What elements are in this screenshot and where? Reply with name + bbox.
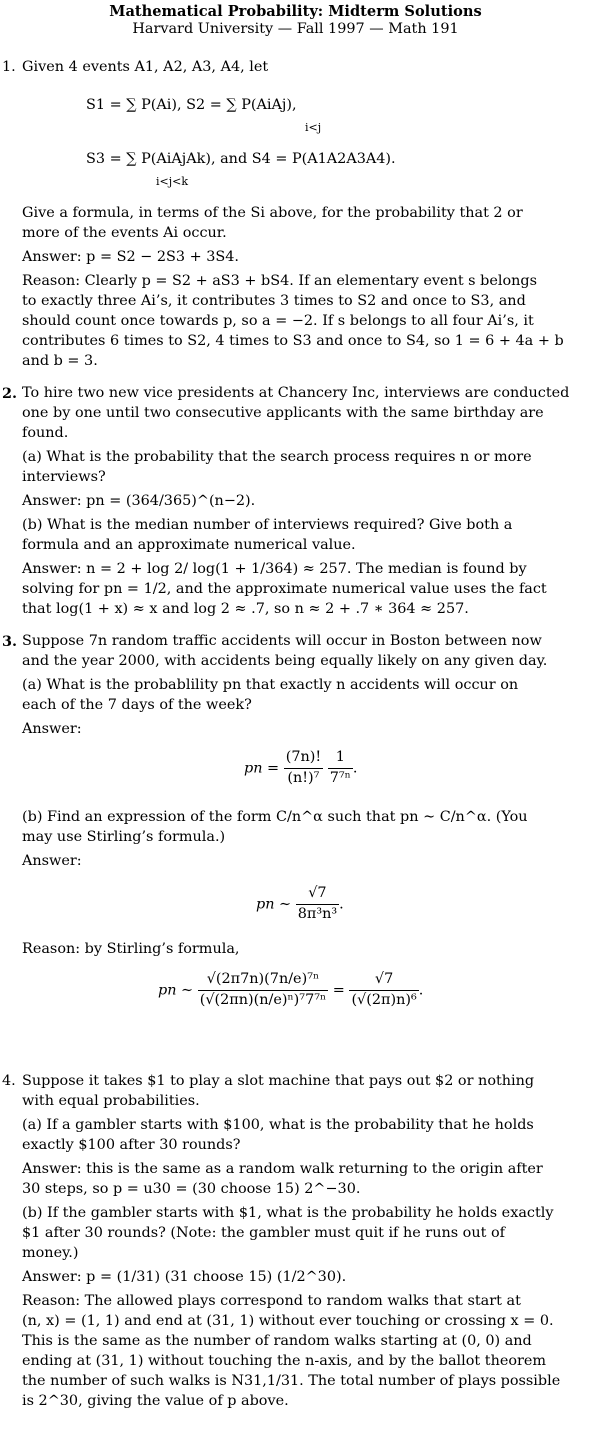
- problem-text-line: money.): [22, 1245, 79, 1261]
- answer-line: Answer: p = S2 − 2S3 + 3S4.: [22, 249, 239, 265]
- problem-text-line: exactly $100 after 30 rounds?: [22, 1137, 241, 1153]
- problem-text-line: interviews?: [22, 469, 106, 485]
- problem-text-line: one by one until two consecutive applicants with the same birthday are: [22, 405, 544, 421]
- answer-line: solving for pn = 1/2, and the approximate numerical value uses the fact: [22, 581, 547, 597]
- display-equation: S3 = ∑ P(AiAjAk), and S4 = P(A1A2A3A4).: [86, 151, 396, 167]
- answer-line: Answer: p = (1/31) (31 choose 15) (1/2^30).: [22, 1269, 347, 1285]
- problem-text-line: may use Stirling’s formula.): [22, 829, 226, 845]
- problem-text-line: (b) Find an expression of the form C/n^α such that pn ∼ C/n^α. (You: [22, 809, 528, 825]
- problem-text-line: Suppose 7n random traffic accidents will occur in Boston between now: [22, 633, 542, 649]
- reason-line: is 2^30, giving the value of p above.: [22, 1393, 289, 1409]
- display-equation: pn ∼ $\frac{\text{√(2π7n)(7n/e)⁷ⁿ}}{\text{(√(2πn)(n/e)ⁿ)⁷7⁷ⁿ}}$ = $\frac{√7}{\text{(√(2π)n)⁶}}$ .: [158, 971, 424, 1008]
- problem-text-line: To hire two new vice presidents at Chancery Inc, interviews are conducted: [22, 385, 570, 401]
- problem-text-line: found.: [22, 425, 69, 441]
- problem-text-line: $1 after 30 rounds? (Note: the gambler must quit if he runs out of: [22, 1225, 505, 1241]
- reason-line: contributes 6 times to S2, 4 times to S3 and once to S4, so 1 = 6 + 4a + b: [22, 333, 564, 349]
- reason-line: (n, x) = (1, 1) and end at (31, 1) without ever touching or crossing x = 0.: [22, 1313, 554, 1329]
- display-equation: pn = $\frac{(7n)!}{\text{(n!)⁷}}$ $\frac{1}{\text{7⁷ⁿ}}$ .: [244, 749, 358, 786]
- answer-line: 30 steps, so p = u30 = (30 choose 15) 2^−30.: [22, 1181, 361, 1197]
- problem-number: 4.: [2, 1073, 16, 1089]
- answer-line: Answer:: [22, 721, 82, 737]
- problem-number: 2.: [2, 385, 18, 402]
- equation-subscript: i<j<k: [156, 175, 189, 188]
- problem-number: 1.: [2, 59, 16, 75]
- problem-text-line: formula and an approximate numerical value.: [22, 537, 356, 553]
- reason-line: should count once towards p, so a = −2. If s belongs to all four Ai’s, it: [22, 313, 534, 329]
- answer-line: Answer: pn = (364/365)^(n−2).: [22, 493, 256, 509]
- answer-line: Answer: n = 2 + log 2/ log(1 + 1/364) ≈ 257. The median is found by: [22, 561, 527, 577]
- problem-text-line: (a) If a gambler starts with $100, what is the probability that he holds: [22, 1117, 534, 1133]
- problem-text-line: Give a formula, in terms of the Si above, for the probability that 2 or: [22, 205, 523, 221]
- problem-text-line: (a) What is the probability that the search process requires n or more: [22, 449, 532, 465]
- reason-line: to exactly three Ai’s, it contributes 3 times to S2 and once to S3, and: [22, 293, 526, 309]
- answer-line: that log(1 + x) ≈ x and log 2 ≈ .7, so n ≈ 2 + .7 ∗ 364 ≈ 257.: [22, 601, 469, 617]
- display-equation: pn ∼ $\frac{√7}{\text{8π³n³}}$ .: [256, 885, 344, 922]
- problem-text-line: (b) What is the median number of interviews required? Give both a: [22, 517, 513, 533]
- reason-line: Reason: Clearly p = S2 + aS3 + bS4. If an elementary event s belongs: [22, 273, 538, 289]
- problem-number: 3.: [2, 633, 18, 650]
- equation-subscript: i<j: [305, 121, 322, 134]
- problem-text-line: Suppose it takes $1 to play a slot machine that pays out $2 or nothing: [22, 1073, 535, 1089]
- document-subtitle: Harvard University — Fall 1997 — Math 191: [132, 21, 459, 37]
- reason-line: and b = 3.: [22, 353, 98, 369]
- document-title: Mathematical Probability: Midterm Solutions: [109, 3, 482, 20]
- problem-text-line: more of the events Ai occur.: [22, 225, 227, 241]
- problem-text-line: Given 4 events A1, A2, A3, A4, let: [22, 59, 269, 75]
- problem-text-line: (b) If the gambler starts with $1, what is the probability he holds exactly: [22, 1205, 554, 1221]
- problem-text-line: (a) What is the probablility pn that exactly n accidents will occur on: [22, 677, 519, 693]
- answer-line: Answer: this is the same as a random walk returning to the origin after: [22, 1161, 543, 1177]
- reason-line: ending at (31, 1) without touching the n-axis, and by the ballot theorem: [22, 1353, 547, 1369]
- reason-line: the number of such walks is N31,1/31. The total number of plays possible: [22, 1373, 561, 1389]
- reason-line: Reason: by Stirling’s formula,: [22, 941, 240, 957]
- answer-line: Answer:: [22, 853, 82, 869]
- reason-line: This is the same as the number of random walks starting at (0, 0) and: [22, 1333, 532, 1349]
- problem-text-line: with equal probabilities.: [22, 1093, 200, 1109]
- reason-line: Reason: The allowed plays correspond to random walks that start at: [22, 1293, 521, 1309]
- problem-text-line: each of the 7 days of the week?: [22, 697, 252, 713]
- problem-text-line: and the year 2000, with accidents being equally likely on any given day.: [22, 653, 548, 669]
- display-equation: S1 = ∑ P(Ai), S2 = ∑ P(AiAj),: [86, 97, 297, 113]
